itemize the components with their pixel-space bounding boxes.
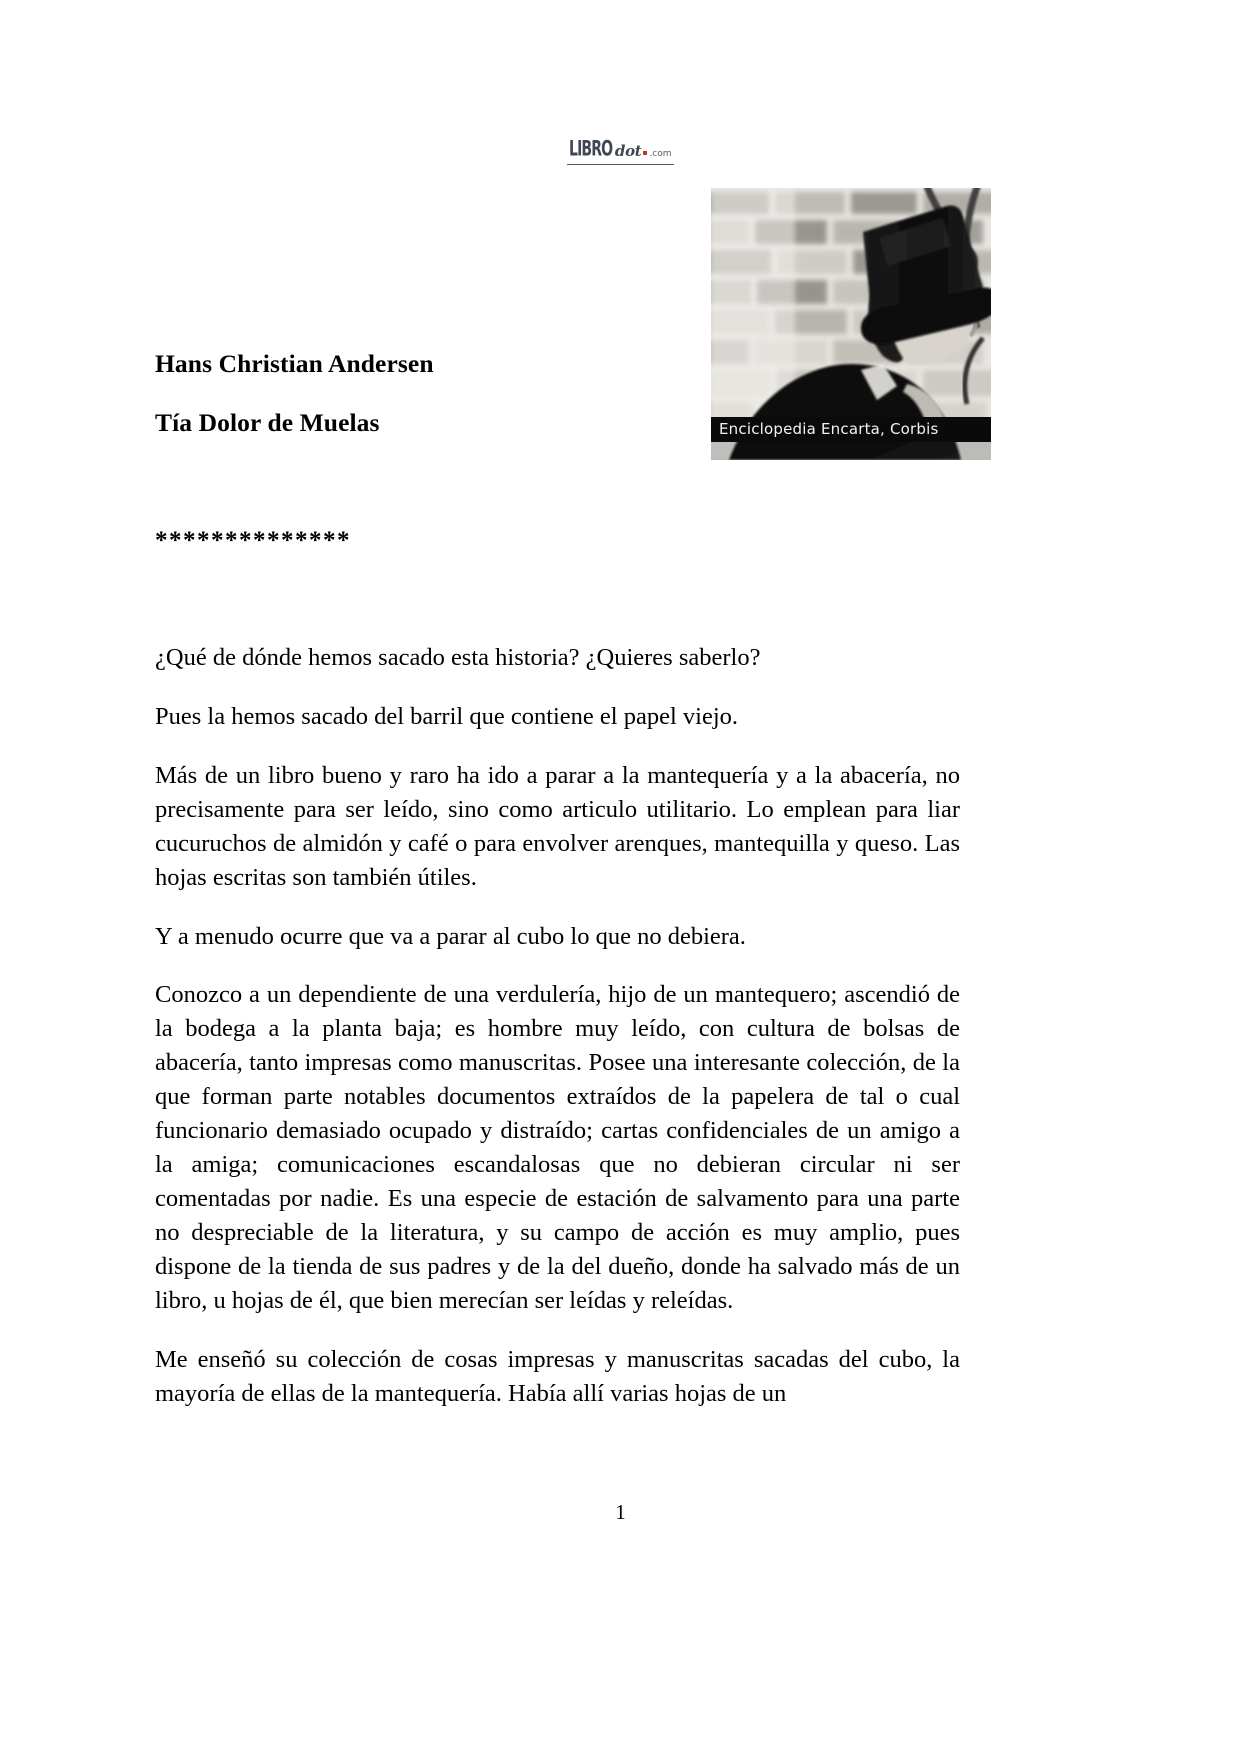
- section-separator: **************: [155, 527, 351, 554]
- paragraph: Pues la hemos sacado del barril que contiene el papel viejo.: [155, 702, 739, 730]
- logo-wordmark-libro: LIBRO: [569, 136, 613, 162]
- paragraph: Conozco a un dependiente de una verdulería, hijo de un mantequero; ascendió de la bodega a la planta baja; es hombre muy leído, con cultura de bolsas de abacería, tanto impresas como manuscritas. Posee una interesante colección, de la que forman parte notables documentos extraídos de la papelera de tal o cual funcionario demasiado ocupado y distraído; cartas confidenciales de un amigo a la amiga; comunicaciones escandalosas que no debieran circular ni ser comentadas por nadie. Es una especie de estación de salvamento para una parte no despreciable de la literatura, y su campo de acción es muy amplio, pues dispone de la tienda de sus padres y de la del dueño, donde ha salvado más de un libro, u hojas de él, que bien merecían ser leídas y releídas.: [155, 981, 960, 1314]
- paragraph: Me enseñó su colección de cosas impresas y manuscritas sacadas del cubo, la mayoría de ellas de la mantequería. Había allí varias hojas de un: [155, 1345, 960, 1407]
- logo-red-dot-icon: [643, 151, 647, 155]
- document-body: [155, 641, 960, 1411]
- document-title: Tía Dolor de Muelas: [155, 408, 380, 437]
- logo-wordmark-com: .com: [649, 149, 672, 159]
- paragraph: Y a menudo ocurre que va a parar al cubo lo que no debiera.: [155, 922, 746, 950]
- paragraph: ¿Qué de dónde hemos sacado esta historia? ¿Quieres saberlo?: [155, 644, 761, 671]
- paragraph: Más de un libro bueno y raro ha ido a parar a la mantequería y a la abacería, no precisamente para ser leído, sino como articulo utilitario. Lo emplean para liar cucuruchos de almidón y café o para envolver arenques, mantequilla y queso. Las hojas escritas son también útiles.: [155, 761, 960, 891]
- photo-caption: Enciclopedia Encarta, Corbis: [711, 417, 991, 442]
- document-author: Hans Christian Andersen: [155, 349, 434, 378]
- librodot-logo[interactable]: [567, 136, 673, 165]
- page-number: 1: [615, 1500, 626, 1524]
- author-photograph: [711, 188, 991, 460]
- site-logo-header: [0, 136, 1241, 165]
- logo-wordmark-dot: dot: [614, 142, 642, 160]
